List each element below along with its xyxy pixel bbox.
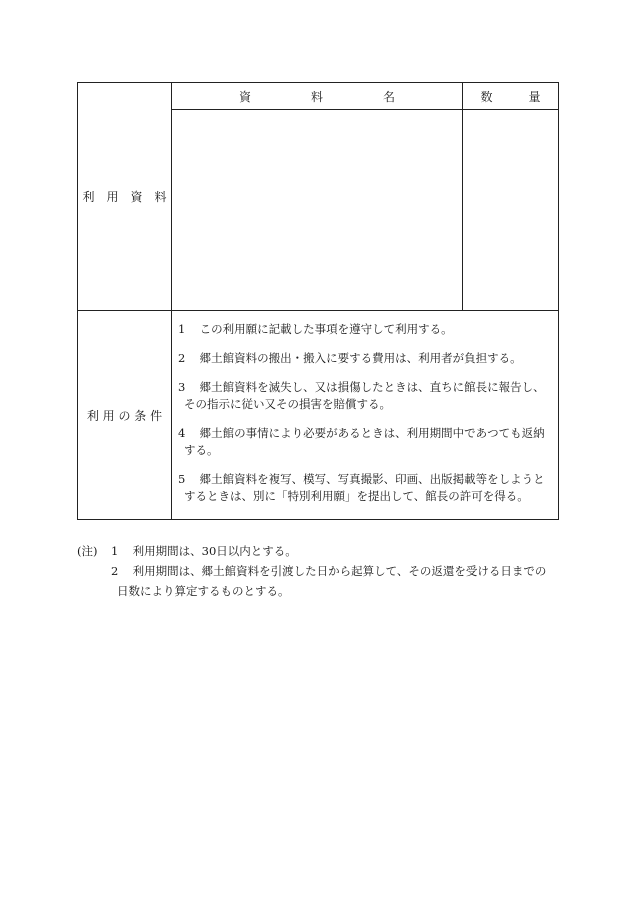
condition-item bbox=[178, 379, 552, 413]
condition-text: 郷土館資料を滅失し、又は損傷したときは、直ちに館長に報告し、 bbox=[199, 380, 545, 394]
note-item bbox=[77, 561, 557, 581]
condition-text: 郷土館の事情により必要があるときは、利用期間中であつても返納 bbox=[199, 426, 545, 440]
conditions-label: 利 用 の 条 件 bbox=[86, 408, 163, 423]
condition-item bbox=[178, 321, 552, 338]
condition-text: 郷土館資料の搬出・搬入に要する費用は、利用者が負担する。 bbox=[199, 351, 522, 365]
condition-item bbox=[178, 425, 552, 459]
conditions-list bbox=[172, 311, 559, 520]
note-text-continued: 日数により算定するものとする。 bbox=[117, 584, 290, 598]
condition-number: 5 bbox=[178, 472, 186, 486]
notes-section bbox=[77, 541, 557, 601]
usage-form-table bbox=[77, 82, 559, 520]
condition-text-continued: するときは、別に「特別利用願」を提出して、館長の許可を得る。 bbox=[184, 489, 529, 503]
condition-text-continued: その指示に従い又その損害を賠償する。 bbox=[184, 397, 391, 411]
condition-item bbox=[178, 350, 552, 367]
materials-label-cell bbox=[78, 83, 172, 311]
condition-item bbox=[178, 471, 552, 505]
material-name-header: 資 料 名 bbox=[172, 83, 463, 110]
condition-text: この利用願に記載した事項を遵守して利用する。 bbox=[199, 322, 453, 336]
note-text: 利用期間は、30日以内とする。 bbox=[132, 544, 297, 558]
note-number: 1 bbox=[111, 544, 119, 558]
quantity-header: 数 量 bbox=[463, 83, 559, 110]
note-item bbox=[77, 541, 557, 561]
condition-number: 3 bbox=[178, 380, 186, 394]
condition-number: 2 bbox=[178, 351, 186, 365]
note-text: 利用期間は、郷土館資料を引渡した日から起算して、その返還を受ける日までの bbox=[132, 564, 547, 578]
quantity-field[interactable] bbox=[463, 110, 559, 311]
condition-number: 1 bbox=[178, 322, 186, 336]
materials-label: 利 用 資 料 bbox=[82, 190, 167, 204]
material-name-field[interactable] bbox=[172, 110, 463, 311]
notes-prefix: (注) bbox=[77, 544, 98, 558]
conditions-label-cell bbox=[78, 311, 172, 520]
condition-text-continued: する。 bbox=[184, 443, 219, 457]
condition-text: 郷土館資料を複写、模写、写真撮影、印画、出版掲載等をしようと bbox=[199, 472, 545, 486]
note-number: 2 bbox=[111, 564, 119, 578]
condition-number: 4 bbox=[178, 426, 186, 440]
